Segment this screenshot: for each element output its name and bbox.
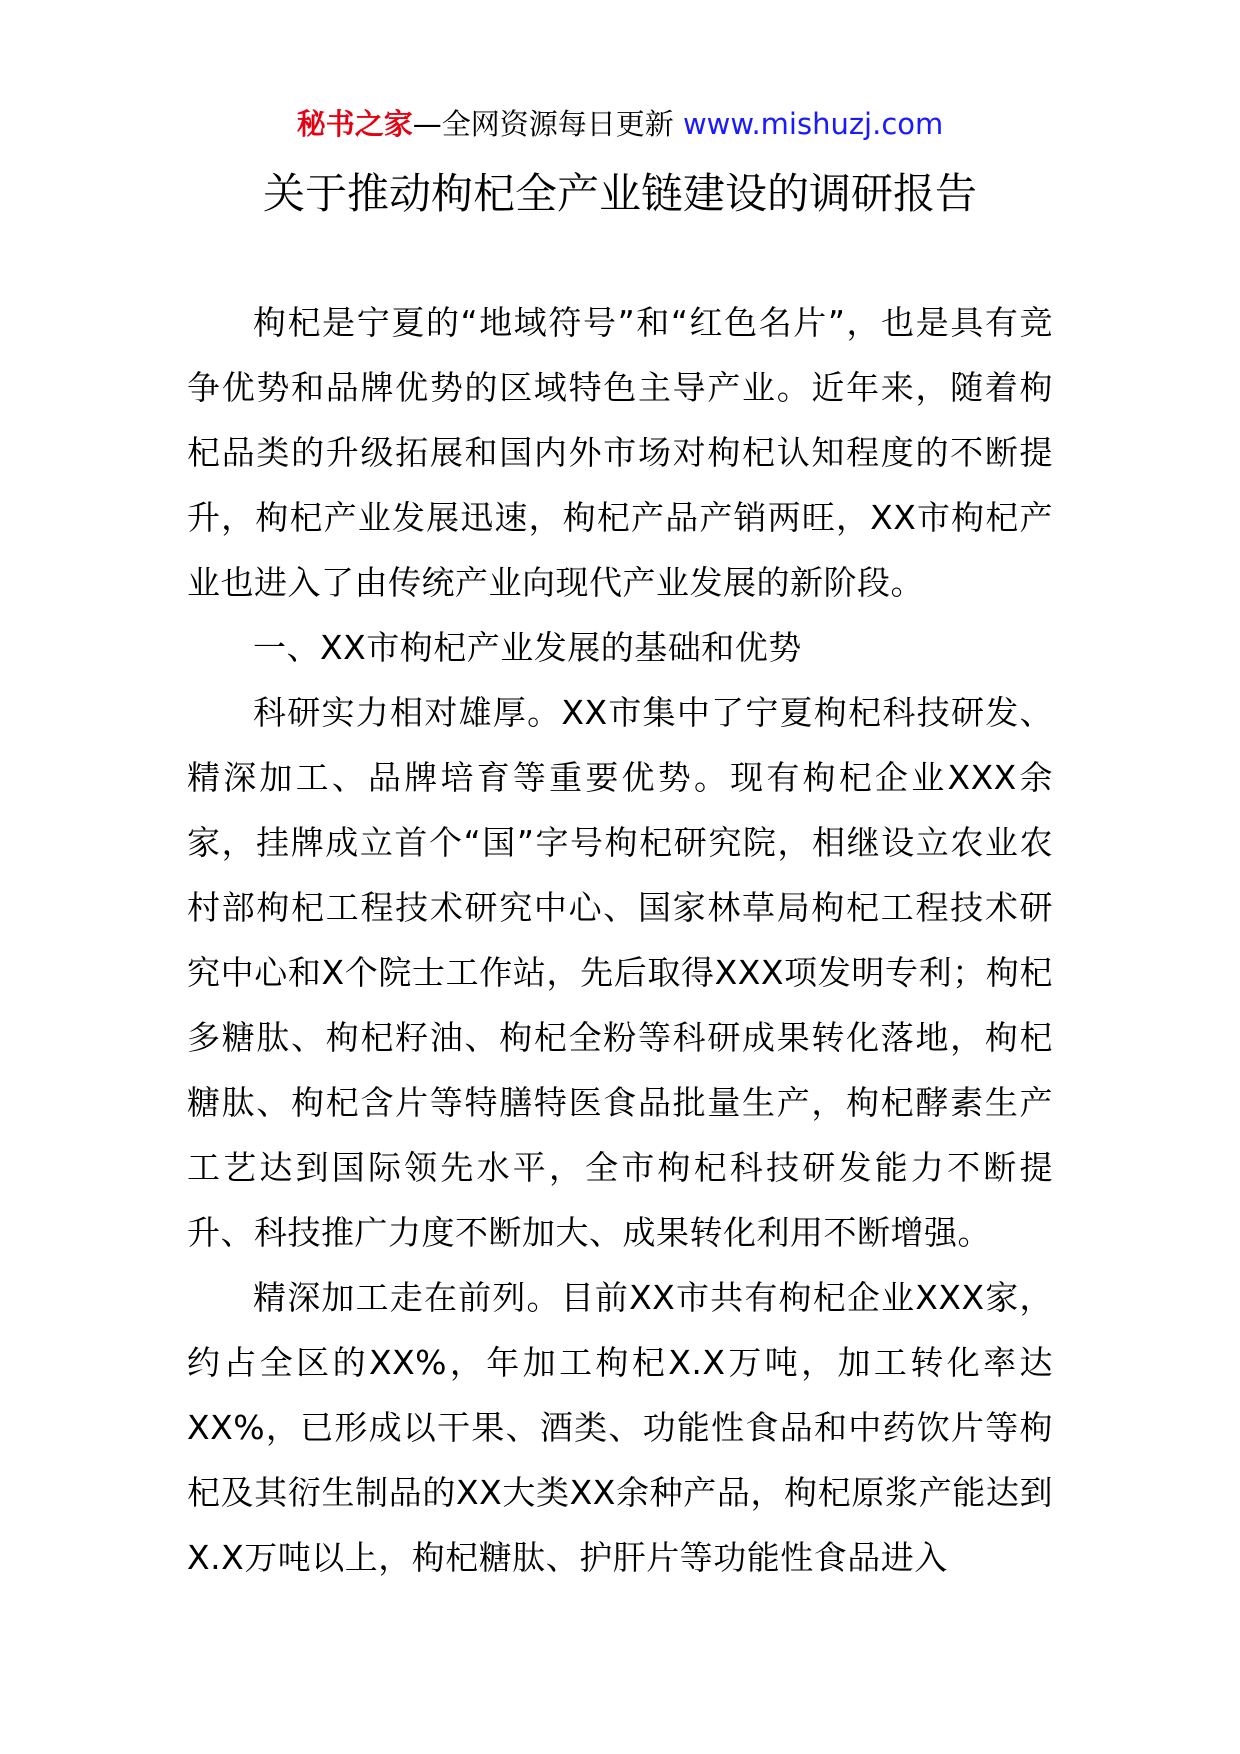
paragraph-research: 科研实力相对雄厚。XX市集中了宁夏枸杞科技研发、精深加工、品牌培育等重要优势。现有枸杞企业XXX余家，挂牌成立首个“国”字号枸杞研究院，相继设立农业农村部枸杞工程技术研究中心、国家林草局枸杞工程技术研究中心和X个院士工作站，先后取得XXX项发明专利；枸杞多糖肽、枸杞籽油、枸杞全粉等科研成果转化落地，枸杞糖肽、枸杞含片等特膳特医食品批量生产，枸杞酵素生产工艺达到国际领先水平，全市枸杞科技研发能力不断提升、科技推广力度不断加大、成果转化利用不断增强。 [187, 693, 1053, 1252]
document-body [187, 290, 1053, 1590]
section-heading-1: 一、XX市枸杞产业发展的基础和优势 [253, 628, 802, 667]
site-url-link[interactable]: www.mishuzj.com [682, 107, 944, 141]
paragraph-processing: 精深加工走在前列。目前XX市共有枸杞企业XXX家，约占全区的XX%，年加工枸杞X.X万吨，加工转化率达XX%，已形成以干果、酒类、功能性食品和中药饮片等枸杞及其衍生制品的XX大类XX余种产品，枸杞原浆产能达到X.X万吨以上，枸杞糖肽、护肝片等功能性食品进入 [187, 1278, 1053, 1577]
header-tagline: —全网资源每日更新 [412, 107, 683, 141]
document-title: 关于推动枸杞全产业链建设的调研报告 [262, 169, 977, 218]
site-header [0, 104, 1240, 144]
brand-name: 秘书之家 [296, 107, 413, 141]
paragraph-intro: 枸杞是宁夏的“地域符号”和“红色名片”，也是具有竞争优势和品牌优势的区域特色主导产业。近年来，随着枸杞品类的升级拓展和国内外市场对枸杞认知程度的不断提升，枸杞产业发展迅速，枸杞产品产销两旺，XX市枸杞产业也进入了由传统产业向现代产业发展的新阶段。 [187, 303, 1053, 602]
